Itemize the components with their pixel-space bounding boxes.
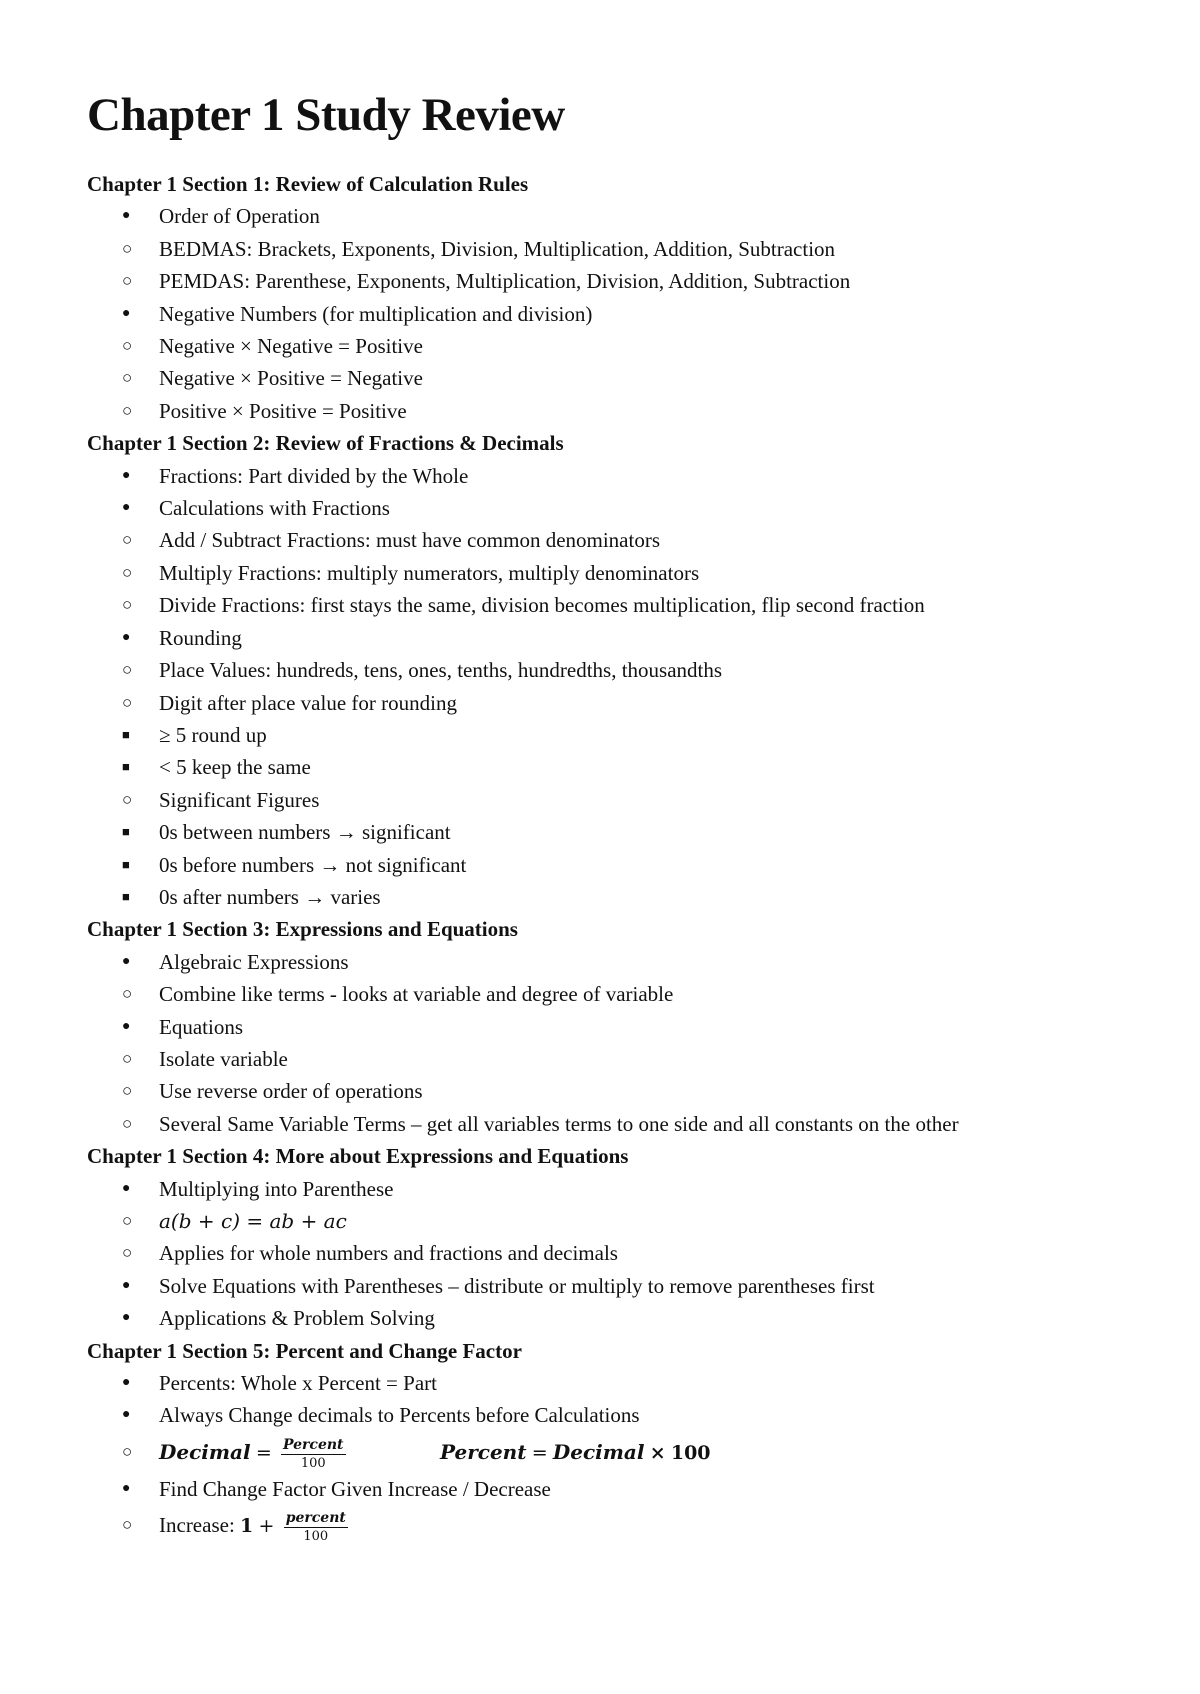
- bullet-icon: ●: [122, 467, 131, 483]
- circle-bullet-icon: ○: [122, 789, 133, 809]
- list-item: ■ 0s between numbers → significant: [87, 816, 1137, 848]
- list-item: ○ Digit after place value for rounding ■ ≥ 5 round up ■ < 5 keep the same: [87, 687, 1137, 784]
- section-heading: Chapter 1 Section 4: More about Expressions and Equations: [87, 1144, 629, 1169]
- list-item: ■ ≥ 5 round up: [87, 719, 1137, 751]
- square-bullet-icon: ■: [122, 726, 130, 742]
- list-item: ● Negative Numbers (for multiplication and division) ○ Negative × Negative = Positive ○ Negative × Positive = Negative ○ Positive × Positive = Positive: [87, 298, 1137, 428]
- list-item: [87, 1505, 1137, 1546]
- circle-bullet-icon: ○: [122, 368, 133, 388]
- circle-bullet-icon: ○: [122, 238, 133, 258]
- increase-formula: Increase: 1 + $\frac{\text{percent}}{100}$: [159, 1510, 346, 1545]
- circle-bullet-icon: ○: [122, 336, 133, 356]
- bullet-icon: ●: [122, 1407, 131, 1423]
- circle-bullet-icon: ○: [122, 1515, 133, 1535]
- list-item: ○ Negative × Positive = Negative: [87, 362, 1137, 394]
- distributive-formula: a(b + c) = ab + ac: [159, 1209, 347, 1233]
- list-item: ● Order of Operation ○ BEDMAS: Brackets, Exponents, Division, Multiplication, Addition, Subtraction ○ PEMDAS: Parenthese, Exponents, Multiplication, Division, Addition, Subtraction: [87, 200, 1137, 297]
- list-item: ○ BEDMAS: Brackets, Exponents, Division, Multiplication, Addition, Subtraction: [87, 233, 1137, 265]
- circle-bullet-icon: ○: [122, 1243, 133, 1263]
- bullet-icon: ●: [122, 1018, 131, 1034]
- bullet-icon: ●: [122, 1180, 131, 1196]
- list-item: ● Applications & Problem Solving: [87, 1302, 1137, 1334]
- list-item: [87, 1432, 1137, 1473]
- list-item: ○ PEMDAS: Parenthese, Exponents, Multiplication, Division, Addition, Subtraction: [87, 265, 1137, 297]
- circle-bullet-icon: ○: [122, 1113, 133, 1133]
- document-page: [87, 84, 1137, 1546]
- section-heading: Chapter 1 Section 3: Expressions and Equations: [87, 917, 518, 942]
- square-bullet-icon: ■: [122, 759, 130, 775]
- circle-bullet-icon: ○: [122, 984, 133, 1004]
- bullet-icon: ●: [122, 953, 131, 969]
- bullet-icon: ●: [122, 305, 131, 321]
- bullet-icon: ●: [122, 1375, 131, 1391]
- list-item: ■ 0s before numbers → not significant: [87, 849, 1137, 881]
- list-item: ○ Applies for whole numbers and fractions and decimals: [87, 1237, 1137, 1269]
- fraction: $\frac{\text{Percent}}{100}$: [282, 1437, 344, 1472]
- list-item: ● Find Change Factor Given Increase / Decrease ○ Increase: 1 + $\frac{\text{percent}}{100}$: [87, 1473, 1137, 1546]
- list-item: ○ Significant Figures ■ 0s between numbers → significant ■ 0s before numbers → not significant ■ 0s after numbers → varies: [87, 784, 1137, 914]
- circle-bullet-icon: ○: [122, 1441, 133, 1461]
- list-item: ● Solve Equations with Parentheses – distribute or multiply to remove parentheses first: [87, 1270, 1137, 1302]
- circle-bullet-icon: ○: [122, 660, 133, 680]
- bullet-icon: ●: [122, 1480, 131, 1496]
- fraction: $\frac{\text{percent}}{100}$: [285, 1510, 346, 1545]
- list-item: ○ Combine like terms - looks at variable and degree of variable: [87, 978, 1137, 1010]
- list-item: ○ Several Same Variable Terms – get all variables terms to one side and all constants on the other: [87, 1108, 1137, 1140]
- section-2: [87, 427, 1137, 913]
- circle-bullet-icon: ○: [122, 1211, 133, 1230]
- section-heading: Chapter 1 Section 1: Review of Calculation Rules: [87, 172, 529, 196]
- bullet-icon: ●: [122, 1277, 131, 1293]
- bullet-icon: ●: [122, 500, 131, 516]
- section-4: [87, 1140, 1137, 1334]
- page-title: Chapter 1 Study Review: [87, 89, 565, 141]
- list-item: ○ Place Values: hundreds, tens, ones, tenths, hundredths, thousandths: [87, 654, 1137, 686]
- section-3: [87, 913, 1137, 1140]
- bullet-icon: ●: [122, 1310, 131, 1326]
- circle-bullet-icon: ○: [122, 400, 133, 420]
- square-bullet-icon: ■: [122, 824, 130, 840]
- percent-formula: Percent = Decimal × 100: [440, 1439, 711, 1464]
- list-item: ○ Positive × Positive = Positive: [87, 395, 1137, 427]
- section-5: [87, 1335, 1137, 1547]
- bullet-icon: ●: [122, 629, 131, 645]
- list-item: ● Equations ○ Isolate variable ○ Use reverse order of operations ○ Several Same Variable Terms – get all variables terms to one side and all constants on the other: [87, 1011, 1137, 1141]
- list-item: ○ Divide Fractions: first stays the same, division becomes multiplication, flip second fraction: [87, 589, 1137, 621]
- bullet-icon: ●: [122, 208, 131, 224]
- list-item: ○ Negative × Negative = Positive: [87, 330, 1137, 362]
- circle-bullet-icon: ○: [122, 562, 133, 582]
- list-item: ● Algebraic Expressions ○ Combine like terms - looks at variable and degree of variable: [87, 946, 1137, 1011]
- circle-bullet-icon: ○: [122, 1048, 133, 1068]
- section-heading: Chapter 1 Section 5: Percent and Change Factor: [87, 1338, 522, 1363]
- list-item: ● Multiplying into Parenthese ○ a(b + c) = ab + ac ○ Applies for whole numbers and fractions and decimals: [87, 1173, 1137, 1270]
- list-item: ● Rounding ○ Place Values: hundreds, tens, ones, tenths, hundredths, thousandths ○ Digit after place value for rounding ■ ≥ 5 round up ■ < 5 keep the same ○ Significant Figures ■ 0s between numbers → significant ■ 0s before numbers → not significant ■ 0s after numbers → varies: [87, 622, 1137, 914]
- circle-bullet-icon: ○: [122, 271, 133, 291]
- section-1: [87, 168, 1137, 427]
- list-item: ○ Use reverse order of operations: [87, 1075, 1137, 1107]
- circle-bullet-icon: ○: [122, 595, 133, 615]
- list-item: ● Fractions: Part divided by the Whole: [87, 460, 1137, 492]
- list-item: ■ 0s after numbers → varies: [87, 881, 1137, 913]
- decimal-formula: Decimal = $\frac{\text{Percent}}{100}$: [159, 1437, 344, 1472]
- square-bullet-icon: ■: [122, 856, 130, 872]
- list-item: ● Always Change decimals to Percents before Calculations ○ Decimal = $\frac{\text{Percent}}{100}$ Percent = Decimal × 100: [87, 1399, 1137, 1472]
- circle-bullet-icon: ○: [122, 1081, 133, 1101]
- circle-bullet-icon: ○: [122, 692, 133, 712]
- list-item: ● Percents: Whole x Percent = Part: [87, 1367, 1137, 1399]
- list-item: [87, 1205, 1137, 1237]
- section-heading: Chapter 1 Section 2: Review of Fractions & Decimals: [87, 431, 564, 456]
- circle-bullet-icon: ○: [122, 530, 133, 550]
- list-item: ○ Isolate variable: [87, 1043, 1137, 1075]
- list-item: ○ Add / Subtract Fractions: must have common denominators: [87, 524, 1137, 556]
- list-item: ■ < 5 keep the same: [87, 751, 1137, 783]
- list-item: ○ Multiply Fractions: multiply numerators, multiply denominators: [87, 557, 1137, 589]
- list-item: ● Calculations with Fractions ○ Add / Subtract Fractions: must have common denominators ○ Multiply Fractions: multiply numerators, multiply denominators ○ Divide Fractions: first stays the same, division becomes multiplication, flip second fraction: [87, 492, 1137, 622]
- square-bullet-icon: ■: [122, 888, 130, 904]
